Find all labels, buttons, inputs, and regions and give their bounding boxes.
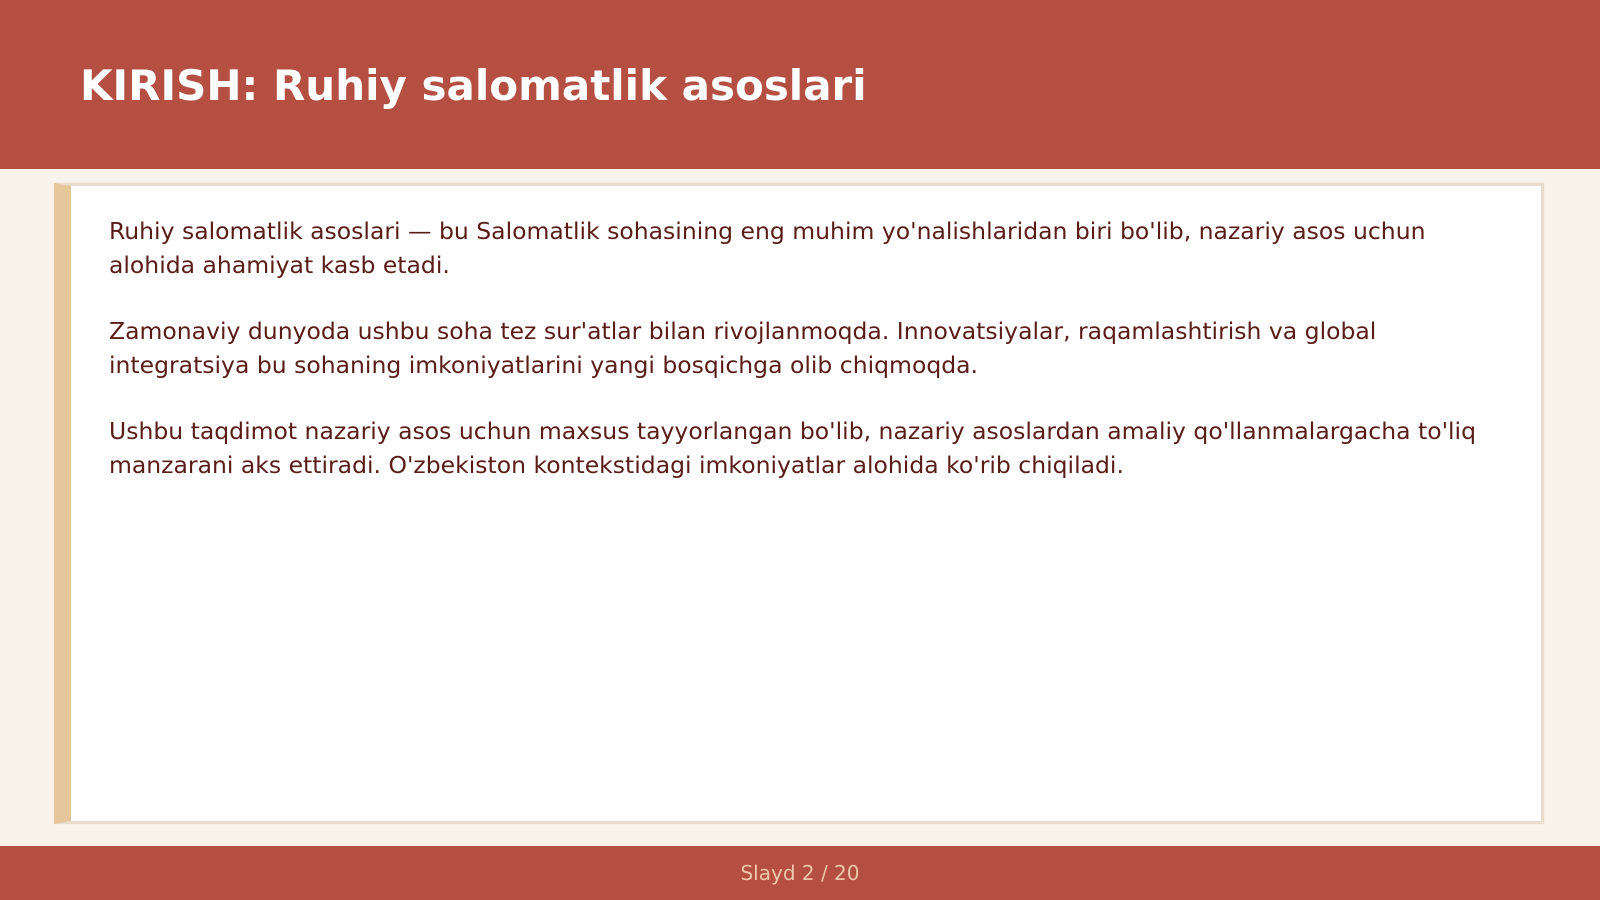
slide-header (0, 0, 1600, 169)
slide-body (109, 214, 1499, 514)
slide-number: Slayd 2 / 20 (740, 861, 860, 885)
slide-title: KIRISH: Ruhiy salomatlik asoslari (80, 61, 867, 110)
paragraph-intro: Ruhiy salomatlik asoslari — bu Salomatlik sohasining eng muhim yo'nalishlaridan biri bo'lib, nazariy asos uchun alohida ahamiyat kasb etadi. (109, 217, 1426, 279)
slide-footer (0, 846, 1600, 900)
paragraph-presentation-purpose: Ushbu taqdimot nazariy asos uchun maxsus tayyorlangan bo'lib, nazariy asoslardan amaliy qo'llanmalargacha to'liq manzarani aks ettiradi. O'zbekiston kontekstidagi imkoniyatlar alohida ko'rib chiqiladi. (109, 417, 1477, 479)
paragraph-modern-world: Zamonaviy dunyoda ushbu soha tez sur'atlar bilan rivojlanmoqda. Innovatsiyalar, raqamlashtirish va global integratsiya bu sohaning imkoniyatlarini yangi bosqichga olib chiqmoqda. (109, 317, 1377, 379)
content-card (54, 183, 1544, 824)
